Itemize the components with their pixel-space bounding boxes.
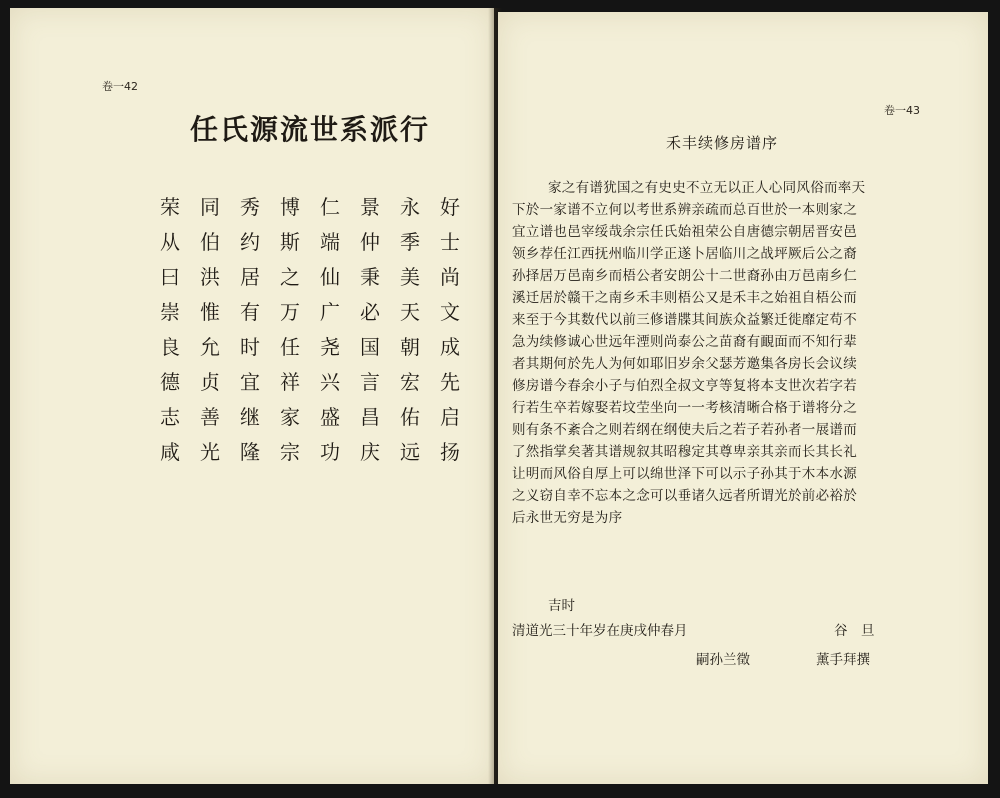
preface-line: 领乡荐任江西抚州临川学正遂卜居临川之战坪厥后公之裔 — [512, 246, 857, 262]
generation-char: 永 — [400, 195, 420, 219]
preface-line: 让明而风俗自厚上可以绵世泽下可以示子孙其于木本水源 — [512, 466, 857, 482]
generation-char: 国 — [360, 335, 380, 359]
generation-char: 文 — [440, 300, 460, 324]
generation-char: 远 — [400, 440, 420, 464]
generation-char: 家 — [280, 405, 300, 429]
generation-char: 成 — [440, 335, 460, 359]
sign-date: 清道光三十年岁在庚戌仲春月 — [512, 623, 688, 639]
generation-char: 尚 — [440, 265, 460, 289]
generation-char: 允 — [200, 335, 220, 359]
preface-line: 则有条不紊合之则若纲在纲使夫后之若子若孙者一展谱而 — [512, 422, 857, 438]
generation-char: 善 — [200, 405, 220, 429]
generation-char: 德 — [160, 370, 180, 394]
generation-char: 宏 — [400, 370, 420, 394]
generation-char: 宜 — [240, 370, 260, 394]
generation-char: 功 — [320, 440, 340, 464]
generation-char: 居 — [240, 265, 260, 289]
preface-line: 者其期何於先人为何如耶旧岁余父瑟芳邀集各房长会议续 — [512, 356, 857, 372]
preface-line: 了然指掌矣著其谱规叙其昭穆定其尊卑亲其亲而长其长礼 — [512, 444, 857, 460]
generation-char: 崇 — [160, 300, 180, 324]
generation-char: 庆 — [360, 440, 380, 464]
generation-char: 好 — [440, 195, 460, 219]
preface-line: 宜立谱也邑宰绥哉余宗任氏始祖荣公自唐德宗朝居晋安邑 — [512, 224, 857, 240]
preface-line: 急为续修诚心世远年湮则尚泰公之苗裔有靦面而不知行辈 — [512, 334, 857, 350]
generation-char: 昌 — [360, 405, 380, 429]
sign-bow: 薰手拜撰 — [816, 652, 870, 668]
generation-char: 秉 — [360, 265, 380, 289]
generation-char: 秀 — [240, 195, 260, 219]
sign-time: 吉时 — [548, 598, 575, 614]
generation-char: 伯 — [200, 230, 220, 254]
generation-char: 尧 — [320, 335, 340, 359]
preface-line: 修房谱今春余小子与伯烈全叔文亨等复将本支世次若字若 — [512, 378, 857, 394]
generation-char: 约 — [240, 230, 260, 254]
generation-char: 继 — [240, 405, 260, 429]
generation-char: 端 — [320, 230, 340, 254]
generation-char: 先 — [440, 370, 460, 394]
preface-line: 行若生卒若嫁娶若坟茔坐向一一考核清晰合格于谱将分之 — [512, 400, 857, 416]
generation-char: 言 — [360, 370, 380, 394]
page-number-left: 卷一42 — [102, 80, 138, 93]
preface-text — [512, 177, 942, 529]
generation-char: 志 — [160, 405, 180, 429]
generation-char: 扬 — [440, 440, 460, 464]
generation-char: 景 — [360, 195, 380, 219]
generation-char: 朝 — [400, 335, 420, 359]
preface-line: 来至于今其数代以前三修谱牒其间族众益繁迁徙靡定苟不 — [512, 312, 857, 328]
generation-char: 博 — [280, 195, 300, 219]
generation-char: 斯 — [280, 230, 300, 254]
preface-line: 下於一家谱不立何以考世系辨亲疏而总百世於一本则家之 — [512, 202, 857, 218]
preface-line: 之义窃自幸不忘本之念可以垂诸久远者所谓光於前必裕於 — [512, 488, 857, 504]
generation-char: 良 — [160, 335, 180, 359]
generation-char: 美 — [400, 265, 420, 289]
generation-char: 广 — [320, 300, 340, 324]
generation-char: 仙 — [320, 265, 340, 289]
page-number-right: 卷一43 — [884, 104, 920, 117]
generation-char: 隆 — [240, 440, 260, 464]
preface-line: 孙择居万邑南乡而梧公者安朗公十二世裔孙由万邑南乡仁 — [512, 268, 857, 284]
generation-char: 仲 — [360, 230, 380, 254]
generation-name-table — [160, 190, 480, 470]
generation-char: 仁 — [320, 195, 340, 219]
generation-char: 咸 — [160, 440, 180, 464]
generation-char: 光 — [200, 440, 220, 464]
generation-char: 士 — [440, 230, 460, 254]
generation-char: 有 — [240, 300, 260, 324]
generation-char: 惟 — [200, 300, 220, 324]
generation-char: 万 — [280, 300, 300, 324]
generation-char: 洪 — [200, 265, 220, 289]
generation-char: 曰 — [160, 265, 180, 289]
generation-char: 时 — [240, 335, 260, 359]
generation-char: 贞 — [200, 370, 220, 394]
generation-char: 同 — [200, 195, 220, 219]
generation-char: 启 — [440, 405, 460, 429]
generation-char: 从 — [160, 230, 180, 254]
generation-char: 荣 — [160, 195, 180, 219]
generation-char: 任 — [280, 335, 300, 359]
preface-line: 溪迁居於赣干之南乡禾丰则梧公又是禾丰之始祖自梧公而 — [512, 290, 857, 306]
page-title-left: 任氏源流世系派行 — [190, 113, 431, 146]
left-page — [10, 8, 494, 784]
page-title-right: 禾丰续修房谱序 — [666, 134, 779, 152]
sign-author: 嗣孙兰徵 — [696, 652, 750, 668]
preface-line: 后永世无穷是为序 — [512, 510, 623, 526]
generation-char: 宗 — [280, 440, 300, 464]
generation-char: 兴 — [320, 370, 340, 394]
generation-char: 祥 — [280, 370, 300, 394]
generation-char: 必 — [360, 300, 380, 324]
sign-day: 谷 旦 — [834, 623, 875, 639]
generation-char: 盛 — [320, 405, 340, 429]
generation-char: 之 — [280, 265, 300, 289]
right-page — [498, 12, 988, 784]
generation-char: 天 — [400, 300, 420, 324]
generation-char: 佑 — [400, 405, 420, 429]
generation-char: 季 — [400, 230, 420, 254]
preface-line: 家之有谱犹国之有史史不立无以正人心同风俗而率天 — [548, 180, 866, 196]
